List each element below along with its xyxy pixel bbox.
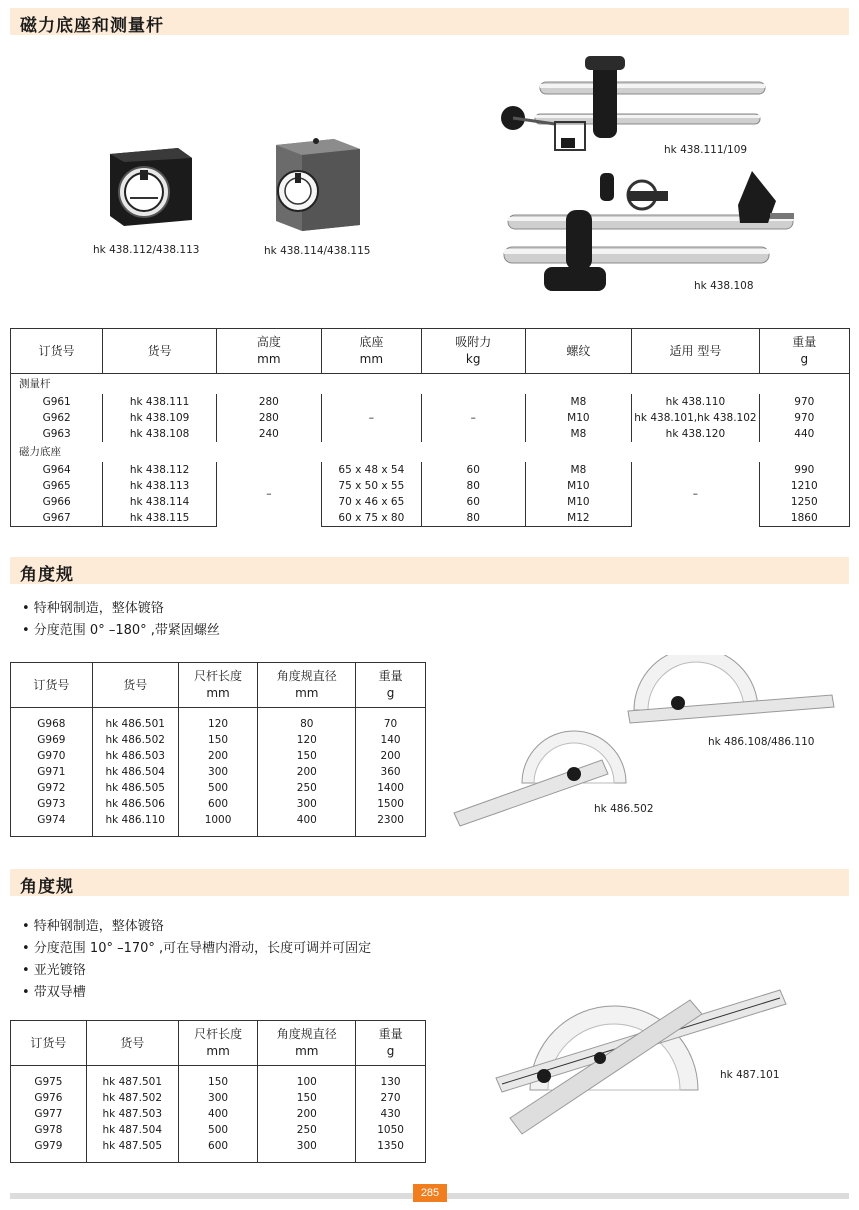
- table-row: G979 hk 487.505 600 300 1350: [11, 1138, 426, 1154]
- header-blade-length: 尺杆长度 mm: [178, 1021, 258, 1066]
- feature-item: • 特种钢制造，整体镀铬: [22, 601, 164, 616]
- header-height: 高度 mm: [216, 329, 321, 374]
- feature-item: • 特种钢制造，整体镀铬: [22, 919, 164, 934]
- table-header-row: [11, 663, 426, 708]
- header-weight: 重量 g: [356, 1021, 426, 1066]
- feature-item: • 带双导槽: [22, 985, 86, 1000]
- magnetic-base-black-image: [100, 140, 200, 232]
- table-row: G974 hk 486.110 1000 400 2300: [11, 812, 426, 828]
- caption-rod-111-109: hk 438.111/109: [664, 144, 748, 156]
- header-weight: 重量 g: [759, 329, 849, 374]
- caption-rod-108: hk 438.108: [694, 280, 754, 292]
- table-row: G962 hk 438.109 280 M10 hk 438.101,hk 438.102 970: [11, 410, 850, 426]
- caption-base-114-115: hk 438.114/438.115: [264, 245, 371, 257]
- magnetic-base-grey-image: [268, 133, 368, 233]
- table-row: G972 hk 486.505 500 250 1400: [11, 780, 426, 796]
- header-holding-force: 吸附力 kg: [421, 329, 525, 374]
- section-header-protractor-2: [10, 869, 849, 896]
- caption-486-502: hk 486.502: [594, 803, 654, 815]
- group-row-rods: 测量杆: [11, 374, 850, 395]
- header-order-no: 订货号: [11, 663, 93, 708]
- magnetic-base-spec-table: [10, 328, 850, 527]
- feature-item: • 分度范围 0° –180° ,带紧固螺丝: [22, 623, 220, 638]
- header-weight: 重量 g: [356, 663, 426, 708]
- caption-base-112-113: hk 438.112/438.113: [93, 244, 200, 256]
- table-row: G968 hk 486.501 120 80 70: [11, 716, 426, 732]
- feature-list-2: [22, 916, 371, 1004]
- feature-item: • 亚光镀铬: [22, 963, 86, 978]
- header-item-no: 货号: [103, 329, 217, 374]
- protractor-spec-table-2: [10, 1020, 426, 1163]
- table-row: G970 hk 486.503 200 150 200: [11, 748, 426, 764]
- table-row: G971 hk 486.504 300 200 360: [11, 764, 426, 780]
- header-blade-length: 尺杆长度 mm: [178, 663, 258, 708]
- table-row: G964 hk 438.112 – 65 x 48 x 54 60 M8 – 990: [11, 462, 850, 478]
- table-row: G973 hk 486.506 600 300 1500: [11, 796, 426, 812]
- section-title: 角度规: [20, 565, 74, 585]
- protractor-image-487-101: [490, 980, 790, 1140]
- header-diameter: 角度规直径 mm: [258, 663, 356, 708]
- header-base: 底座 mm: [321, 329, 421, 374]
- measuring-rod-image-2: [500, 165, 800, 300]
- table-row: G963 hk 438.108 240 M8 hk 438.120 440: [11, 426, 850, 442]
- header-item-no: 货号: [92, 663, 178, 708]
- measuring-rod-image-1: [495, 52, 775, 157]
- protractor-image-486-108: [620, 655, 840, 735]
- header-diameter: 角度规直径 mm: [258, 1021, 356, 1066]
- caption-487-101: hk 487.101: [720, 1069, 780, 1081]
- header-item-no: 货号: [86, 1021, 178, 1066]
- feature-item: • 分度范围 10° –170° ,可在导槽内滑动，长度可调并可固定: [22, 941, 372, 956]
- header-order-no: 订货号: [11, 329, 103, 374]
- section-header-magnetic-base: [10, 8, 849, 35]
- table-row: G965 hk 438.113 75 x 50 x 55 80 M10 1210: [11, 478, 850, 494]
- header-thread: 螺纹: [525, 329, 632, 374]
- group-row-bases: 磁力底座: [11, 442, 850, 462]
- table-row: G977 hk 487.503 400 200 430: [11, 1106, 426, 1122]
- section-header-protractor-1: [10, 557, 849, 584]
- protractor-spec-table-1: [10, 662, 426, 837]
- header-order-no: 订货号: [11, 1021, 87, 1066]
- section-title: 角度规: [20, 877, 74, 897]
- table-header-row: [11, 329, 850, 374]
- header-model: 适用 型号: [632, 329, 759, 374]
- table-row: G966 hk 438.114 70 x 46 x 65 60 M10 1250: [11, 494, 850, 510]
- table-row: G978 hk 487.504 500 250 1050: [11, 1122, 426, 1138]
- section-title: 磁力底座和测量杆: [20, 16, 164, 36]
- table-row: G967 hk 438.115 60 x 75 x 80 80 M12 1860: [11, 510, 850, 527]
- caption-486-108-110: hk 486.108/486.110: [708, 736, 815, 748]
- table-row: G975 hk 487.501 150 100 130: [11, 1074, 426, 1090]
- table-row: G976 hk 487.502 300 150 270: [11, 1090, 426, 1106]
- table-row: G969 hk 486.502 150 120 140: [11, 732, 426, 748]
- table-row: G961 hk 438.111 280 – – M8 hk 438.110 970: [11, 394, 850, 410]
- table-header-row: [11, 1021, 426, 1066]
- feature-list-1: [22, 598, 220, 642]
- page-number: 285: [413, 1184, 447, 1202]
